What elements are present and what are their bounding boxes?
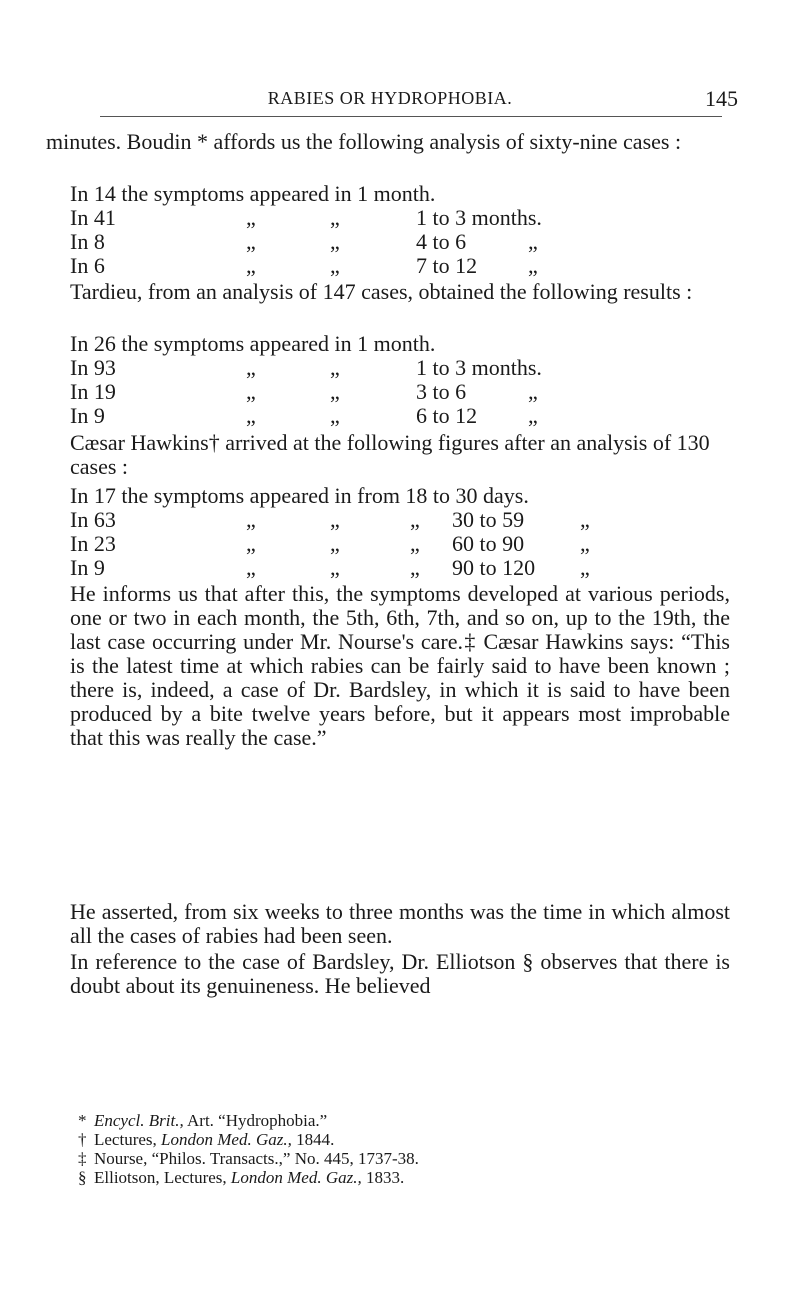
paragraph-hawkins-quote: He informs us that after this, the symptoms developed at various periods, one or two in each month, the 5th, 6th, 7th, and so on, up to the 19th, the last case occurring under Mr. Nourse's care.‡ Cæsar Hawkins says: “This is the latest time at which rabies can be fairly said to have been known ; there is, indeed, a case of Dr. Bardsley, in which it is said to have been produced by a bite twelve years before, but it appears most improbable that this was really the case.” bbox=[70, 581, 730, 750]
book-page: RABIES OR HYDROPHOBIA. 145 minutes. Boudin * affords us the following analysis of sixty-nine cases : In 14 the symptoms appeared in 1 month. In 41 „ „ 1 to 3 months. In 8 „ „ 4 to 6 „ In 6 „ „ 7 to 12 „ Tardieu, from an analysis of 147 cases, obtained the following results : In 26 the symptoms appeared in 1 month. In 93 „ „ 1 to 3 months. In 19 „ „ 3 to 6 „ In 9 „ „ 6 to 12 „ Cæsar Hawkins† arrived at the following figures after an analysis of 130 cases : In 17 the symptoms appeared in from 18 to 30 days. In 63 „ „ „ 30 to 59 „ In 23 „ „ „ 60 to 90 „ In 9 „ „ „ 90 to 120 „ He informs us that after this, the symptoms developed at various periods, one or two in each month, the 5th, 6th, 7th, and so on, up to the 19th, the last case occurring under Mr. Nourse's care.‡ Cæsar Hawkins says: “This is the latest time at which rabies can be fairly said to have been known ; there is, indeed, a case of Dr. Bardsley, in which it is said to have been produced by a bite twelve years before, but it appears most improbable that this was really the case.” He asserted, from six weeks to three months was the time in which almost all the cases of rabies had been seen. In reference to the case of Bardsley, Dr. Elliotson § observes that there is doubt about its genuineness. He believed * Encycl. Brit., Art. “Hydrophobia.” † Lectures, London Med. Gaz., 1844. ‡ Nourse, “Philos. Transacts.,” No. 445, 1737-38. § Elliotson, Lectures, London Med. Gaz., 1833. bbox=[46, 86, 738, 1187]
paragraph-six-weeks: He asserted, from six weeks to three months was the time in which almost all the cases of rabies had been seen. bbox=[70, 899, 730, 948]
footnote: ‡ Nourse, “Philos. Transacts.,” No. 445, 1737-38. bbox=[78, 1149, 419, 1168]
paragraph-boudin-intro: minutes. Boudin * affords us the following analysis of sixty-nine cases : bbox=[46, 129, 682, 154]
running-title: RABIES OR HYDROPHOBIA. bbox=[267, 88, 513, 108]
paragraph-hawkins-intro: Cæsar Hawkins† arrived at the following figures after an analysis of 130 cases : bbox=[70, 430, 710, 479]
page-number: 145 bbox=[705, 86, 738, 111]
footnote: * Encycl. Brit., Art. “Hydrophobia.” bbox=[78, 1111, 328, 1130]
header-rule bbox=[100, 116, 722, 117]
footnote: † Lectures, London Med. Gaz., 1844. bbox=[78, 1130, 335, 1149]
paragraph-bardsley: In reference to the case of Bardsley, Dr. Elliotson § observes that there is doubt about its genuineness. He believed bbox=[70, 949, 730, 998]
footnotes bbox=[78, 1111, 419, 1187]
paragraph-tardieu-intro: Tardieu, from an analysis of 147 cases, obtained the following results : bbox=[70, 279, 693, 304]
footnote: § Elliotson, Lectures, London Med. Gaz., 1833. bbox=[78, 1168, 405, 1187]
